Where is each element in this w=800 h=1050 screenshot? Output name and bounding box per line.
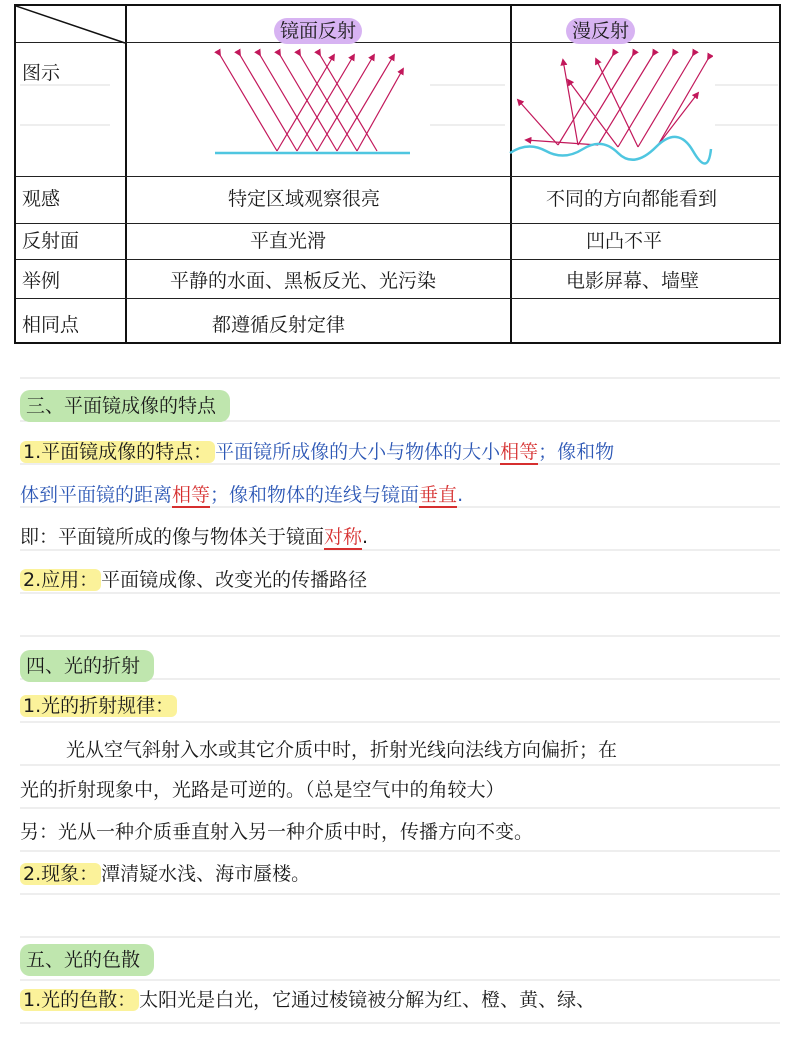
section3-heading [20, 390, 230, 422]
section3-title: 三、平面镜成像的特点 [20, 390, 230, 422]
table-row-divider [16, 42, 779, 43]
table-col-divider [125, 6, 127, 342]
section3-item1-red-a: 相等 [500, 441, 539, 463]
section3-note [20, 523, 368, 551]
section4-para1: 光从空气斜射入水或其它介质中时，折射光线向法线方向偏折；在 [66, 739, 618, 761]
table-row-divider [16, 259, 779, 260]
section3-item2 [20, 566, 367, 594]
section3-item1-line2 [20, 481, 463, 509]
section3-item2-label: 2.应用： [20, 569, 101, 591]
table-row-divider [16, 223, 779, 224]
row-label-diagram: 图示 [22, 62, 61, 84]
section3-item1-text-a: 平面镜所成像的大小与物体的大小 [215, 441, 501, 463]
section4-title: 四、光的折射 [20, 650, 154, 682]
section3-item1-label: 1.平面镜成像的特点： [20, 441, 215, 463]
row-label-look: 观感 [22, 188, 61, 210]
section5-item1-text: 太阳光是白光，它通过棱镜被分解为红、橙、黄、绿、 [139, 989, 596, 1011]
section5-item1-label: 1.光的色散： [20, 989, 139, 1011]
diffuse-example: 电影屏幕、墙壁 [566, 270, 700, 292]
table-row-divider [16, 298, 779, 299]
section4-item1-label: 1.光的折射规律： [20, 695, 177, 717]
section4-item1 [20, 692, 177, 720]
section3-note-text: 即：平面镜所成的像与物体关于镜面 [20, 526, 325, 548]
section4-heading [20, 650, 154, 682]
section3-note-red: 对称 [324, 526, 363, 548]
diffuse-surface: 凹凸不平 [586, 230, 663, 252]
section3-item1-red-d: 垂直 [419, 484, 458, 506]
header-diagonal [16, 6, 126, 44]
specular-look: 特定区域观察很亮 [228, 188, 381, 210]
section4-para2: 光的折射现象中，光路是可逆的。（总是空气中的角较大） [20, 779, 505, 801]
section3-item1-red-c: 相等 [172, 484, 211, 506]
row-label-surface: 反射面 [22, 230, 80, 252]
section3-item2-text: 平面镜成像、改变光的传播路径 [101, 569, 368, 591]
section5-heading [20, 944, 154, 976]
section3-item1-text-c: 体到平面镜的距离 [20, 484, 173, 506]
section3-item1-line1 [20, 438, 614, 466]
section4-item2 [20, 860, 310, 888]
row-label-example: 举例 [22, 270, 61, 292]
section3-note-end: . [362, 526, 369, 548]
table-row-divider [16, 176, 779, 177]
section4-item2-label: 2.现象： [20, 863, 101, 885]
section4-item2-text: 潭清疑水浅、海市蜃楼。 [101, 863, 311, 885]
section5-title: 五、光的色散 [20, 944, 154, 976]
specular-reflection-diagram [205, 45, 420, 165]
header-specular: 镜面反射 [274, 18, 362, 44]
diffuse-look: 不同的方向都能看到 [546, 188, 718, 210]
section5-item1 [20, 986, 595, 1014]
row-label-common: 相同点 [22, 314, 80, 336]
section3-item1-end: . [457, 484, 464, 506]
diffuse-reflection-diagram [508, 45, 713, 167]
header-diffuse: 漫反射 [566, 18, 635, 44]
common-point: 都遵循反射定律 [212, 314, 346, 336]
section3-item1-text-d: ；像和物体的连线与镜面 [210, 484, 420, 506]
specular-surface: 平直光滑 [250, 230, 327, 252]
section4-para3: 另：光从一种介质垂直射入另一种介质中时，传播方向不变。 [20, 821, 534, 843]
specular-example: 平静的水面、黑板反光、光污染 [170, 270, 437, 292]
section3-item1-text-b: ；像和物 [538, 441, 615, 463]
